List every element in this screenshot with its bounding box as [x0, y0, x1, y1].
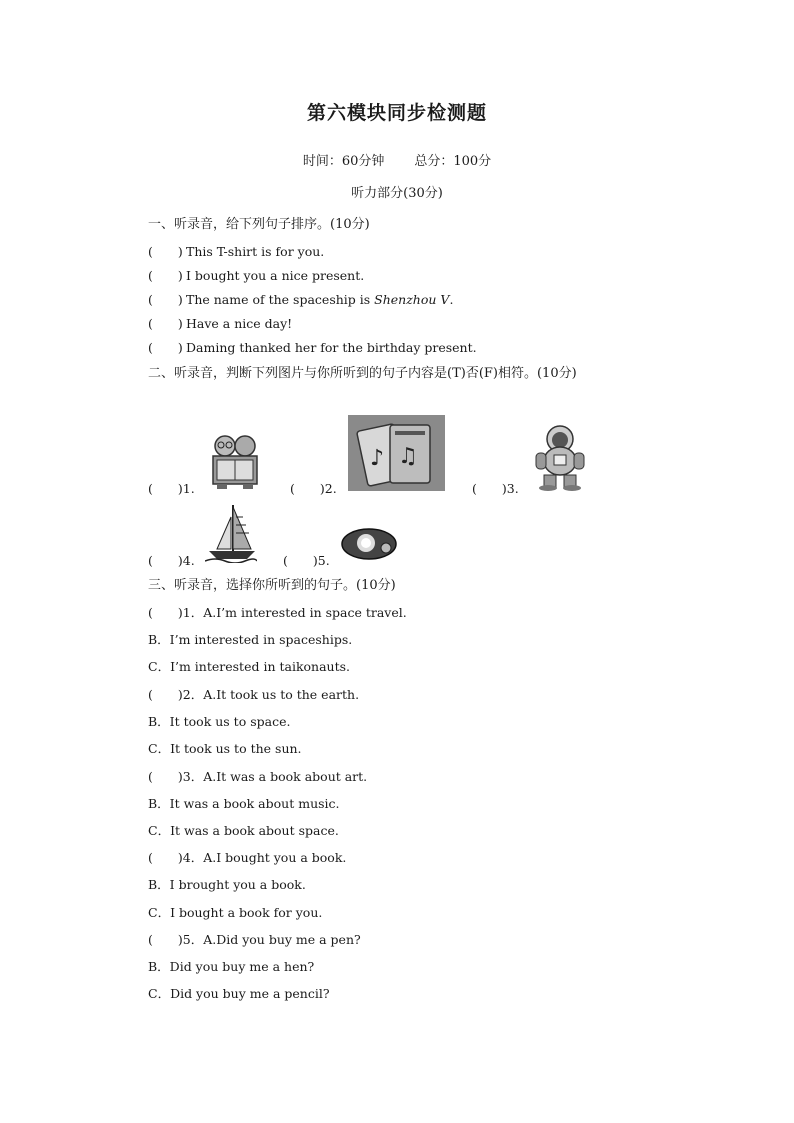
list-item: C．It was a book about space. — [148, 823, 339, 838]
list-item: ( ) I bought you a nice present. — [148, 268, 365, 283]
music-books-icon — [348, 415, 445, 491]
picture-label-5: ( )5. — [283, 553, 330, 568]
list-item: ( )5．A.Did you buy me a pen? — [148, 932, 361, 947]
picture-label-4: ( )4. — [148, 553, 195, 568]
list-item: ( )2．A.It took us to the earth. — [148, 687, 360, 702]
planet-icon — [340, 526, 398, 562]
page-title: 第六模块同步检测题 — [306, 102, 487, 124]
list-item: B．It took us to space. — [148, 714, 291, 729]
list-item: ( )4．A.I bought you a book. — [148, 850, 347, 865]
section2-heading: 二、听录音，判断下列图片与你所听到的句子内容是(T)否(F)相符。(10分) — [148, 366, 577, 381]
list-item: C．I bought a book for you. — [148, 905, 323, 920]
picture-label-3: ( )3. — [472, 481, 519, 496]
list-item: B．Did you buy me a hen? — [148, 959, 315, 974]
list-item: B．I’m interested in spaceships. — [148, 632, 353, 647]
list-item: ( ) Daming thanked her for the birthday present. — [148, 340, 477, 355]
section3-heading: 三、听录音，选择你所听到的句子。(10分) — [148, 578, 396, 593]
svg-text:♫: ♫ — [398, 444, 418, 469]
list-item: B．I brought you a book. — [148, 877, 306, 892]
list-item: B．It was a book about music. — [148, 796, 340, 811]
sailboat-icon — [205, 503, 257, 563]
section-part-title: 听力部分(30分) — [351, 186, 443, 201]
svg-text:♪: ♪ — [370, 446, 385, 471]
list-item: C．Did you buy me a pencil? — [148, 986, 330, 1001]
picture-label-2: ( )2. — [290, 481, 337, 496]
children-reading-icon — [205, 432, 265, 490]
total-score: 总分：100分 — [414, 154, 492, 169]
list-item: ( ) The name of the spaceship is Shenzhou V. — [148, 292, 454, 307]
time-limit: 时间：60分钟 — [302, 154, 385, 169]
exam-meta — [0, 150, 794, 169]
list-item: C．It took us to the sun. — [148, 741, 302, 756]
list-item: C．I’m interested in taikonauts. — [148, 659, 351, 674]
section1-heading: 一、听录音，给下列句子排序。(10分) — [148, 217, 370, 232]
list-item: ( ) This T-shirt is for you. — [148, 244, 325, 259]
list-item: ( ) Have a nice day! — [148, 316, 293, 331]
picture-label-1: ( )1. — [148, 481, 195, 496]
list-item: ( )1．A.I’m interested in space travel. — [148, 605, 407, 620]
list-item: ( )3．A.It was a book about art. — [148, 769, 368, 784]
astronaut-icon — [532, 423, 588, 491]
